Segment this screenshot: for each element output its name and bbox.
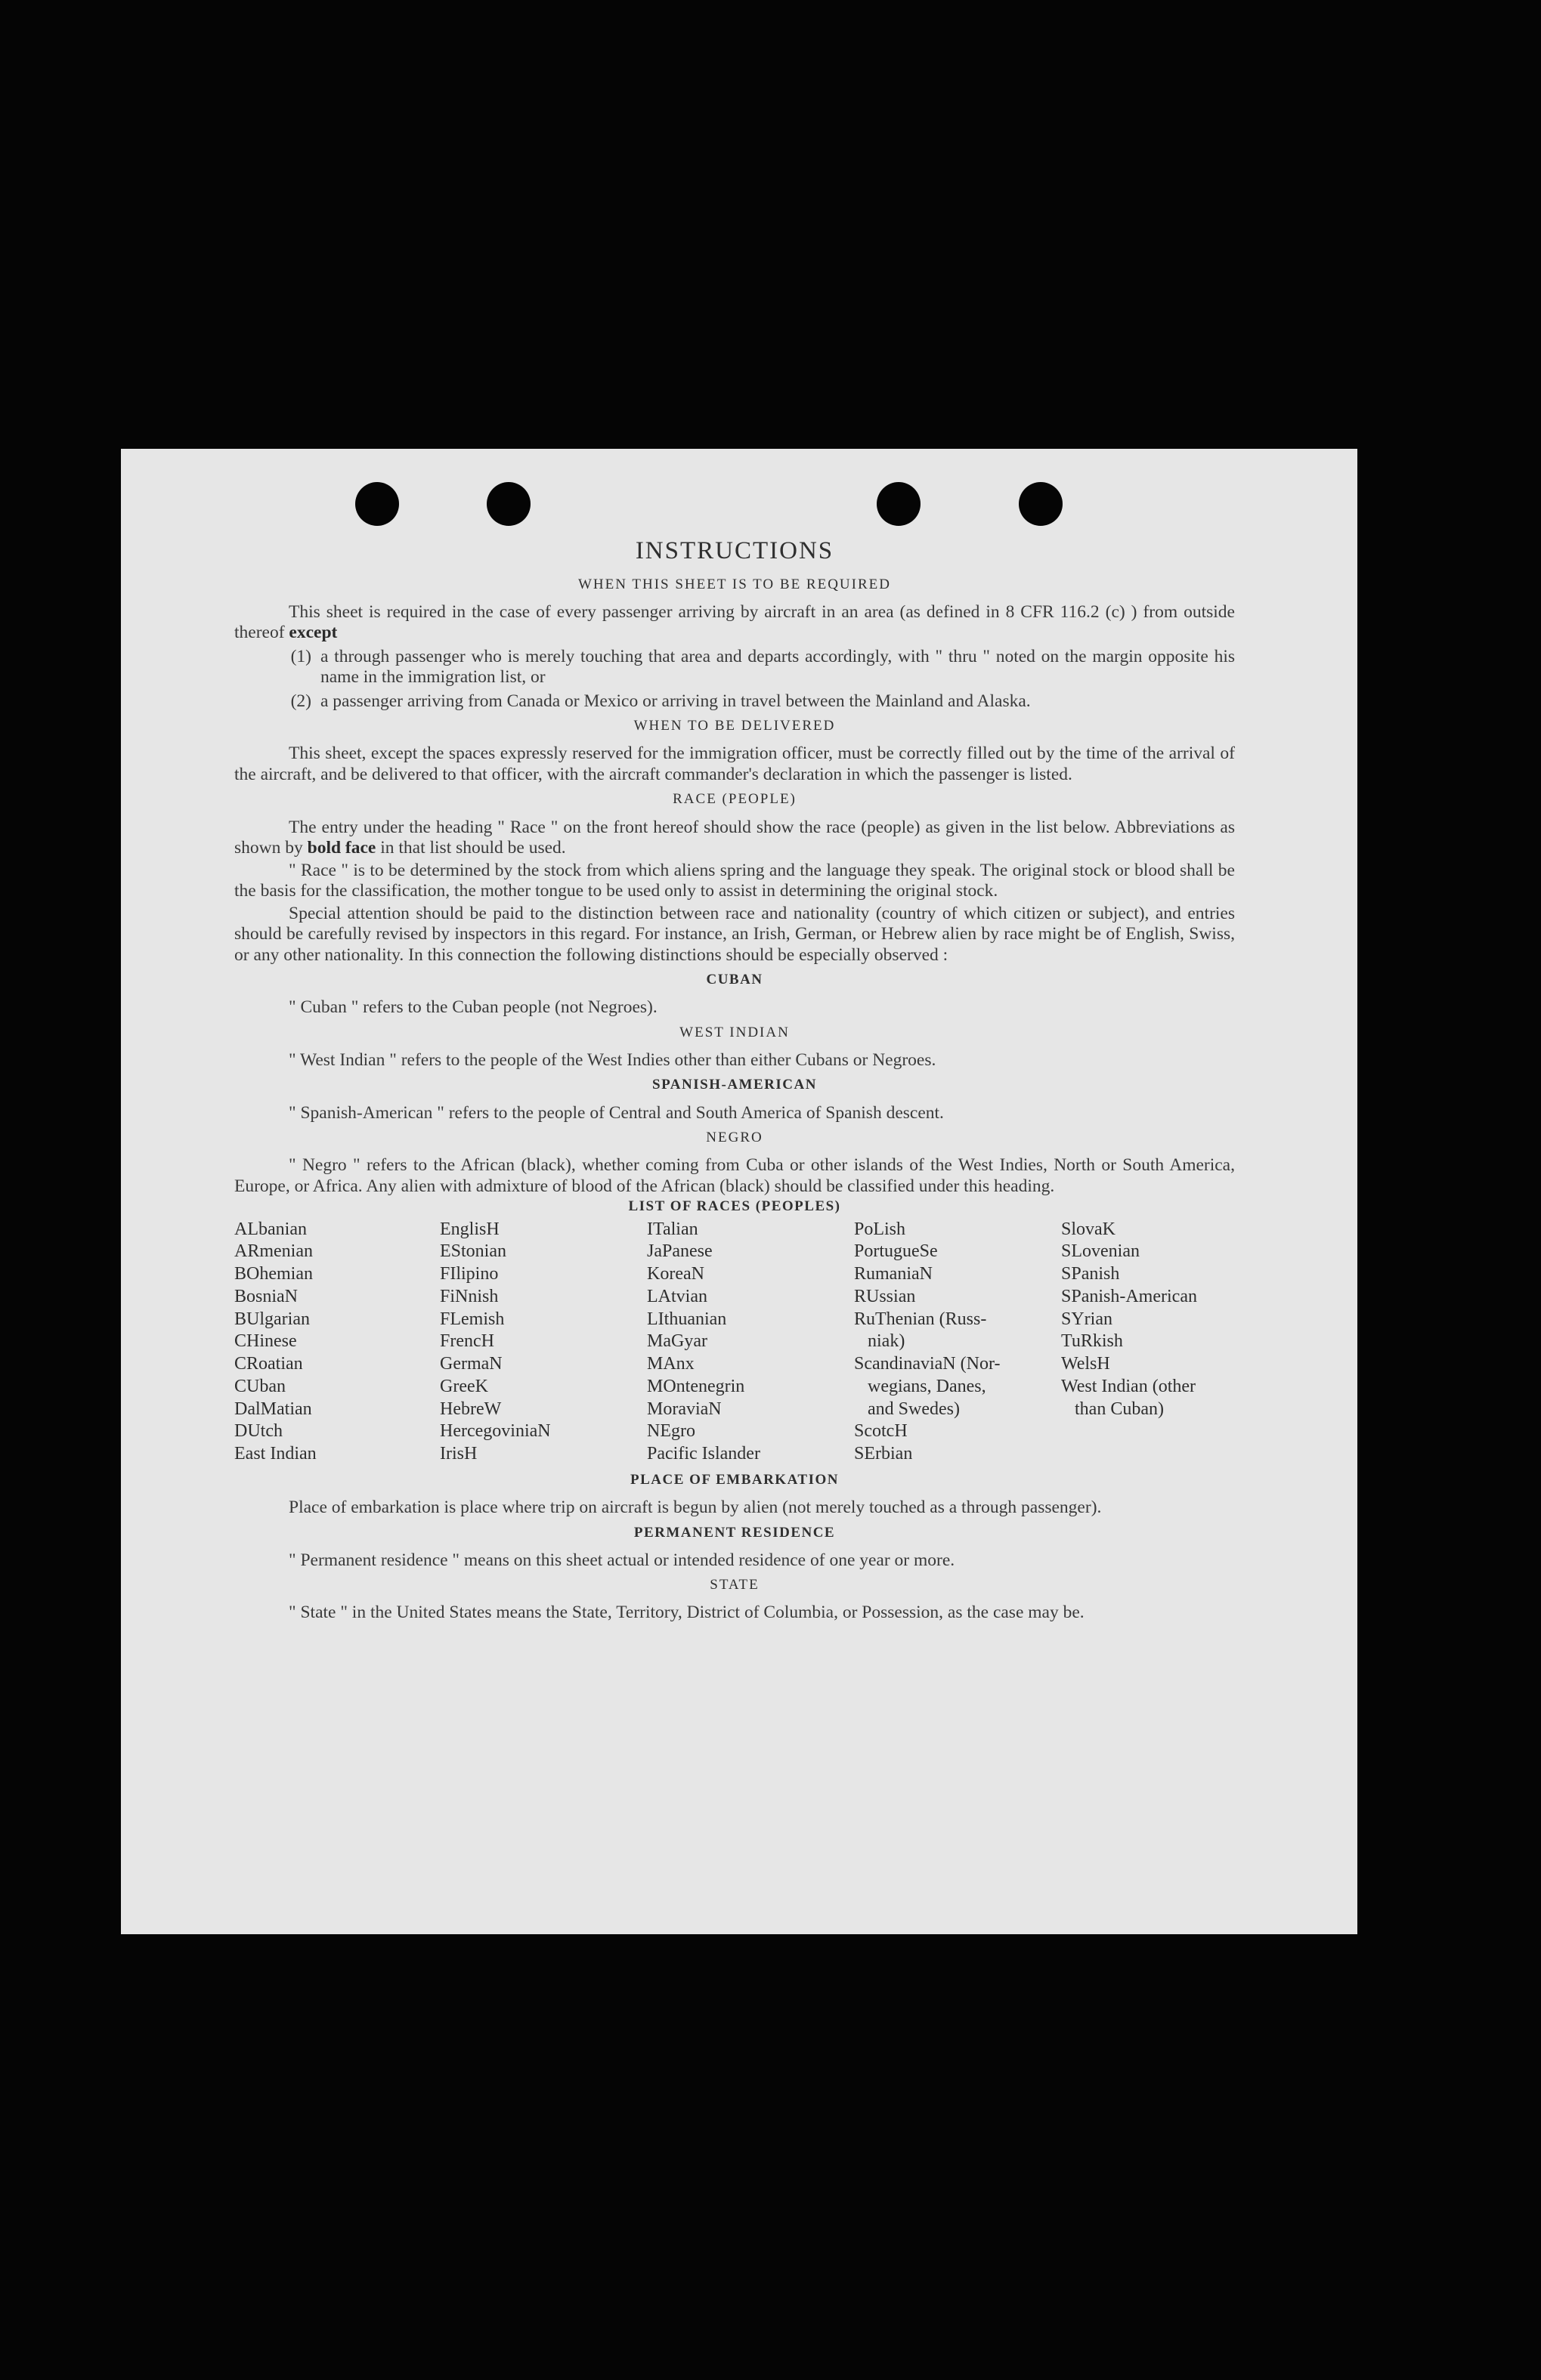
race-entry: LIthuanian [647, 1309, 727, 1329]
race-entry: HercegoviniaN [440, 1421, 551, 1442]
race-entry: Pacific Islander [647, 1444, 760, 1464]
race-entry: wegians, Danes, [868, 1376, 986, 1396]
race-entry: WelsH [1061, 1354, 1110, 1374]
race-entry: BosniaN [234, 1286, 298, 1306]
races-column [440, 1219, 647, 1466]
race-entry: and Swedes) [868, 1399, 960, 1419]
race-entry: ARmenian [234, 1241, 313, 1262]
race-entry: CHinese [234, 1331, 297, 1352]
race-entry: RumaniaN [854, 1264, 933, 1284]
exception-number: (1) [290, 646, 311, 666]
section-heading-when-required: WHEN THIS SHEET IS TO BE REQUIRED [578, 576, 891, 592]
page-title: INSTRUCTIONS [635, 537, 834, 564]
section-heading-spanish-american: SPANISH-AMERICAN [652, 1077, 817, 1093]
race-entry: EStonian [440, 1241, 506, 1262]
section-heading-negro: NEGRO [706, 1130, 763, 1146]
exception-item [234, 691, 1235, 712]
race-paragraph-3: Special attention should be paid to the distinction between race and nationality (country of which citizen or subject), and entries should be carefully revised by inspectors in this regard. For instance, an Irish, German, or Hebrew alien by race might be of English, Swiss, or any other nationality. In this connection the following distinctions should be especially observed : [234, 903, 1235, 965]
negro-text: " Negro " refers to the African (black), whether coming from Cuba or other islands of the West Indies, North or South America, Europe, or Africa. Any alien with admixture of blood of the African (black) should be classified under this heading. [234, 1155, 1235, 1196]
embarkation-text: Place of embarkation is place where trip on aircraft is begun by alien (not merely touched as a through passenger). [289, 1498, 1102, 1518]
punch-hole [1019, 482, 1063, 526]
race-entry: ITalian [647, 1219, 698, 1239]
punch-hole [877, 482, 921, 526]
race-entry: ScotcH [854, 1421, 908, 1442]
race-entry: PortugueSe [854, 1241, 938, 1262]
race-p1-before: The entry under the heading " Race " on the front hereof should show the race (people) as given in the list below. Abbreviations as shown by [234, 817, 1235, 858]
spanish-american-text: " Spanish-American " refers to the people of Central and South America of Spanish descent. [289, 1102, 944, 1123]
race-entry: MaGyar [647, 1331, 707, 1352]
race-entry: FLemish [440, 1309, 505, 1329]
except-word: except [289, 623, 338, 643]
race-p1-bold: bold face [307, 838, 376, 858]
section-heading-west-indian: WEST INDIAN [679, 1024, 790, 1040]
race-entry: FrencH [440, 1331, 494, 1352]
races-column [854, 1219, 1061, 1466]
race-entry: SYrian [1061, 1309, 1112, 1329]
race-entry: HebreW [440, 1399, 502, 1419]
exception-number: (2) [290, 691, 311, 711]
races-column [647, 1219, 854, 1466]
race-entry: SPanish-American [1061, 1286, 1197, 1306]
race-entry: East Indian [234, 1444, 317, 1464]
when-required-intro [234, 602, 1235, 644]
section-heading-state: STATE [710, 1577, 760, 1593]
race-entry: SErbian [854, 1444, 913, 1464]
section-heading-cuban: CUBAN [706, 972, 763, 988]
race-entry: SLovenian [1061, 1241, 1140, 1262]
section-heading-embarkation: PLACE OF EMBARKATION [630, 1471, 839, 1488]
race-entry: LAtvian [647, 1286, 707, 1306]
race-entry: MOntenegrin [647, 1376, 745, 1396]
race-entry: FIlipino [440, 1264, 499, 1284]
race-entry: BUlgarian [234, 1309, 310, 1329]
races-list [234, 1219, 1235, 1466]
state-text: " State " in the United States means the State, Territory, District of Columbia, or Possession, as the case may be. [289, 1603, 1085, 1623]
race-entry: SPanish [1061, 1264, 1120, 1284]
instruction-sheet [121, 449, 1357, 1934]
race-entry: BOhemian [234, 1264, 313, 1284]
section-heading-races-list: LIST OF RACES (PEOPLES) [628, 1198, 841, 1215]
punch-hole [355, 482, 399, 526]
race-entry: West Indian (other [1061, 1376, 1196, 1396]
race-entry: TuRkish [1061, 1331, 1123, 1352]
race-entry: CRoatian [234, 1354, 303, 1374]
race-entry: EnglisH [440, 1219, 500, 1239]
race-entry: GreeK [440, 1376, 488, 1396]
section-heading-race: RACE (PEOPLE) [673, 791, 797, 808]
race-entry: ALbanian [234, 1219, 307, 1239]
race-entry: CUban [234, 1376, 286, 1396]
race-entry: JaPanese [647, 1241, 713, 1262]
race-entry: niak) [868, 1331, 905, 1352]
race-p1-after: in that list should be used. [380, 838, 566, 858]
race-entry: PoLish [854, 1219, 906, 1239]
west-indian-text: " West Indian " refers to the people of the West Indies other than either Cubans or Negroes. [289, 1049, 936, 1070]
race-entry: ScandinaviaN (Nor- [854, 1354, 1001, 1374]
section-heading-when-delivered: WHEN TO BE DELIVERED [633, 718, 836, 734]
exception-text: a through passenger who is merely touching that area and departs accordingly, with " thru " noted on the margin opposite his name in the immigration list, or [320, 646, 1235, 688]
when-delivered-text: This sheet, except the spaces expressly reserved for the immigration officer, must be correctly filled out by the time of the arrival of the aircraft, and be delivered to that officer, with the aircraft commander's declaration in which the passenger is listed. [234, 743, 1235, 784]
residence-text: " Permanent residence " means on this sheet actual or intended residence of one year or more. [289, 1550, 955, 1570]
race-entry: SlovaK [1061, 1219, 1116, 1239]
punch-hole [487, 482, 531, 526]
race-entry: MAnx [647, 1354, 695, 1374]
race-entry: NEgro [647, 1421, 695, 1442]
race-entry: DalMatian [234, 1399, 312, 1419]
race-entry: KoreaN [647, 1264, 704, 1284]
race-entry: DUtch [234, 1421, 283, 1442]
race-entry: IrisH [440, 1444, 478, 1464]
race-paragraph-1 [234, 818, 1235, 859]
intro-text: This sheet is required in the case of every passenger arriving by aircraft in an area (as defined in 8 CFR 116.2 (c) ) from outside thereof [234, 601, 1235, 643]
section-heading-residence: PERMANENT RESIDENCE [633, 1524, 836, 1541]
races-column [1061, 1219, 1235, 1466]
race-entry: than Cuban) [1075, 1399, 1164, 1419]
race-entry: GermaN [440, 1354, 503, 1374]
race-entry: FiNnish [440, 1286, 499, 1306]
cuban-text: " Cuban " refers to the Cuban people (not Negroes). [289, 997, 658, 1018]
exception-item [234, 647, 1235, 688]
race-entry: RUssian [854, 1286, 916, 1306]
race-entry: RuThenian (Russ- [854, 1309, 987, 1329]
race-paragraph-2: " Race " is to be determined by the stock from which aliens spring and the language they speak. The original stock or blood shall be the basis for the classification, the mother tongue to be used only to assist in determining the original stock. [234, 860, 1235, 901]
exception-text: a passenger arriving from Canada or Mexico or arriving in travel between the Mainland and Alaska. [320, 691, 1031, 711]
races-column [234, 1219, 440, 1466]
race-entry: MoraviaN [647, 1399, 722, 1419]
